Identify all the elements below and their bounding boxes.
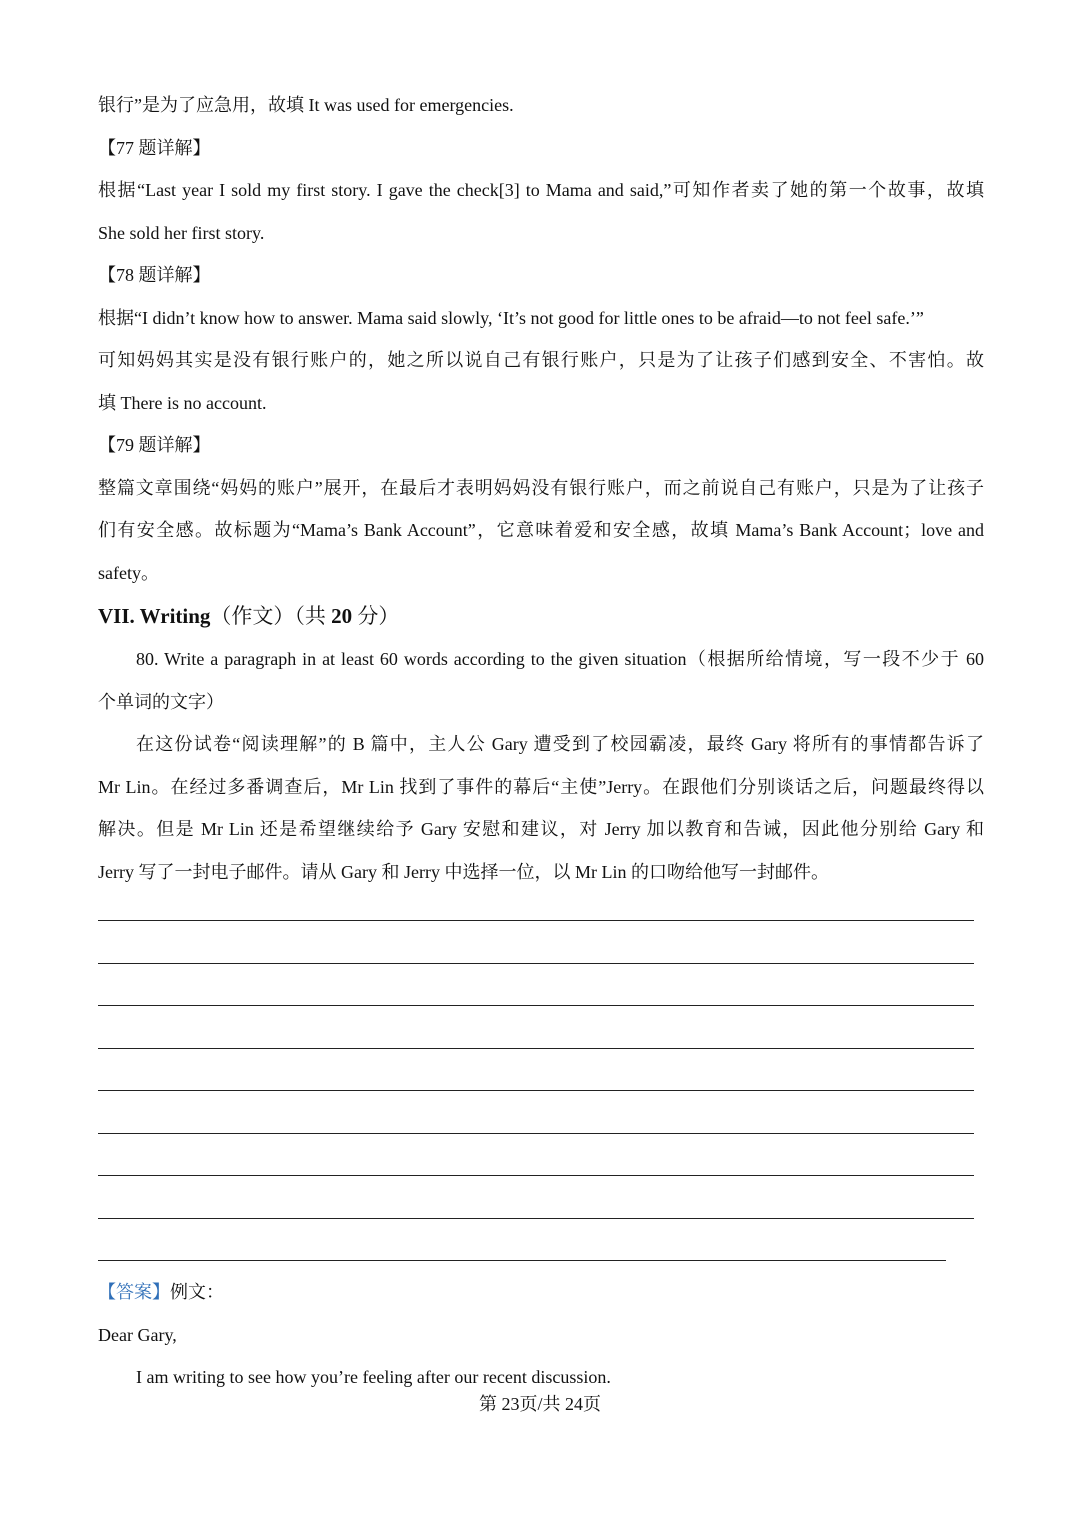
question-80-prompt-cont: 个单词的文字） <box>98 691 224 712</box>
text-line: 可知妈妈其实是没有银行账户的，她之所以说自己有银行账户，只是为了让孩子们感到安全、不害怕。故 <box>98 350 984 370</box>
writing-lines <box>98 920 974 1261</box>
page-footer: 第 23页/共 24页 <box>478 1394 601 1414</box>
letter-greeting: Dear Gary, <box>98 1324 177 1345</box>
section-heading-cn-end: 分） <box>352 604 400 628</box>
writing-line <box>98 1006 974 1049</box>
text-line: safety。 <box>98 562 159 583</box>
writing-line <box>98 1091 974 1134</box>
section-points: 20 <box>331 604 353 628</box>
section-heading-cn: （作文）（共 <box>210 604 332 628</box>
writing-line <box>98 964 974 1007</box>
answer-tag: 【答案】 <box>98 1282 170 1302</box>
text-line: 整篇文章围绕“妈妈的账户”展开，在最后才表明妈妈没有银行账户，而之前说自己有账户，只是为了让孩子 <box>98 477 984 498</box>
section-heading <box>98 594 984 638</box>
situation-text: 在这份试卷“阅读理解”的 B 篇中，主人公 Gary 遭受到了校园霸凌，最终 Gary 将所有的事情都告诉了 <box>136 734 984 754</box>
letter-body: I am writing to see how you’re feeling after our recent discussion. <box>136 1367 611 1387</box>
text-line: 们有安全感。故标题为“Mama’s Bank Account”，它意味着爱和安全感，故填 Mama’s Bank Account；love and <box>98 520 984 540</box>
question-79-heading: 【79 题详解】 <box>98 435 211 455</box>
answer-label: 例文： <box>170 1282 224 1302</box>
answer-block <box>98 1271 984 1399</box>
text-line: 银行”是为了应急用，故填 It was used for emergencies. <box>98 95 514 115</box>
text-line: She sold her first story. <box>98 222 265 243</box>
writing-line <box>98 1176 974 1219</box>
text-line: 根据“I didn’t know how to answer. Mama said slowly, ‘It’s not good for little ones to be afraid—to not feel safe.’” <box>98 307 924 328</box>
writing-line <box>98 1049 974 1092</box>
document-body <box>98 84 984 893</box>
text-line: 填 There is no account. <box>98 392 267 413</box>
writing-line <box>98 921 974 964</box>
answer-heading <box>98 1271 984 1314</box>
situation-text: Jerry 写了一封电子邮件。请从 Gary 和 Jerry 中选择一位，以 Mr Lin 的口吻给他写一封邮件。 <box>98 861 829 882</box>
question-77-heading: 【77 题详解】 <box>98 137 211 158</box>
question-80-prompt: 80. Write a paragraph in at least 60 words according to the given situation（根据所给情境，写一段不少于 60 <box>136 649 984 669</box>
text-line: 根据“Last year I sold my first story. I gave the check[3] to Mama and said,”可知作者卖了她的第一个故事，故填 <box>98 180 984 200</box>
situation-text: Mr Lin。在经过多番调查后，Mr Lin 找到了事件的幕后“主使”Jerry。在跟他们分别谈话之后，问题最终得以 <box>98 776 984 797</box>
writing-line <box>98 1219 946 1262</box>
situation-text: 解决。但是 Mr Lin 还是希望继续给予 Gary 安慰和建议，对 Jerry 加以教育和告诫，因此他分别给 Gary 和 <box>98 819 984 839</box>
question-78-heading: 【78 题详解】 <box>98 265 211 285</box>
writing-line <box>98 1134 974 1177</box>
section-heading-en: VII. Writing <box>98 604 211 628</box>
